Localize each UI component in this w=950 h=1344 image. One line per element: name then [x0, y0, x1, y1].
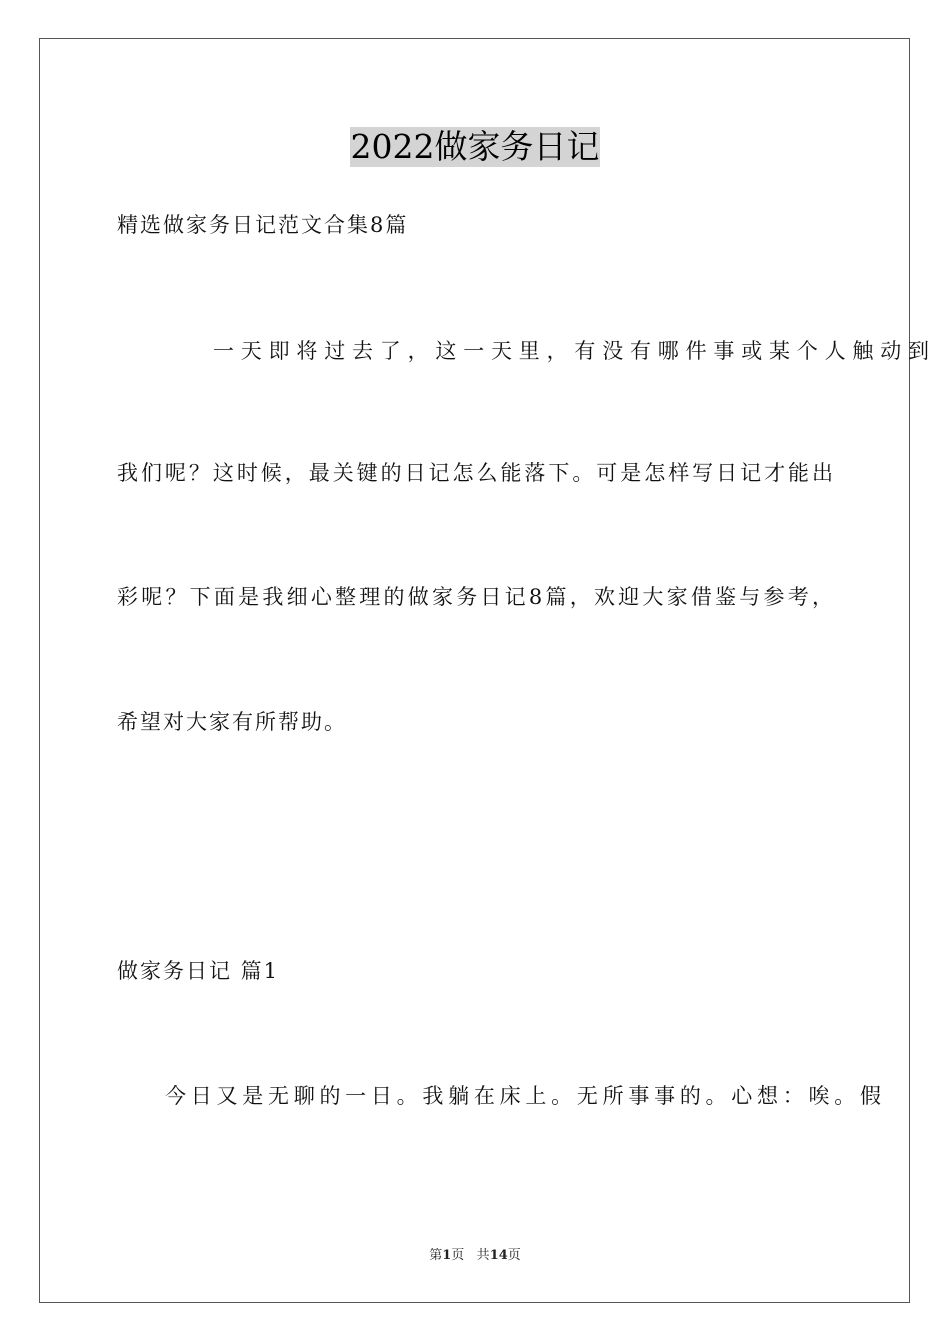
section-heading: 做家务日记 篇1 — [117, 959, 280, 983]
footer-total-number: 14 — [489, 1248, 508, 1263]
document-subtitle: 精选做家务日记范文合集8篇 — [117, 213, 409, 237]
footer-page-suffix: 页 — [451, 1248, 465, 1263]
footer-page-number: 1 — [442, 1248, 452, 1263]
intro-line-4: 希望对大家有所帮助。 — [117, 710, 347, 734]
footer-page-prefix: 第 — [429, 1248, 443, 1263]
section-first-line: 今日又是无聊的一日。我躺在床上。无所事事的。心想：唉。假 — [165, 1084, 881, 1108]
title-container — [0, 127, 950, 167]
intro-line-2: 我们呢？这时候，最关键的日记怎么能落下。可是怎样写日记才能出 — [117, 461, 833, 485]
intro-line-3: 彩呢？下面是我细心整理的做家务日记8篇，欢迎大家借鉴与参考， — [117, 585, 833, 609]
document-title: 2022做家务日记 — [350, 127, 600, 166]
footer-total-prefix: 共 — [476, 1248, 490, 1263]
page-footer — [0, 1247, 950, 1265]
intro-line-1: 一天即将过去了，这一天里，有没有哪件事或某个人触动到 — [213, 339, 929, 363]
footer-total-suffix: 页 — [507, 1248, 521, 1263]
